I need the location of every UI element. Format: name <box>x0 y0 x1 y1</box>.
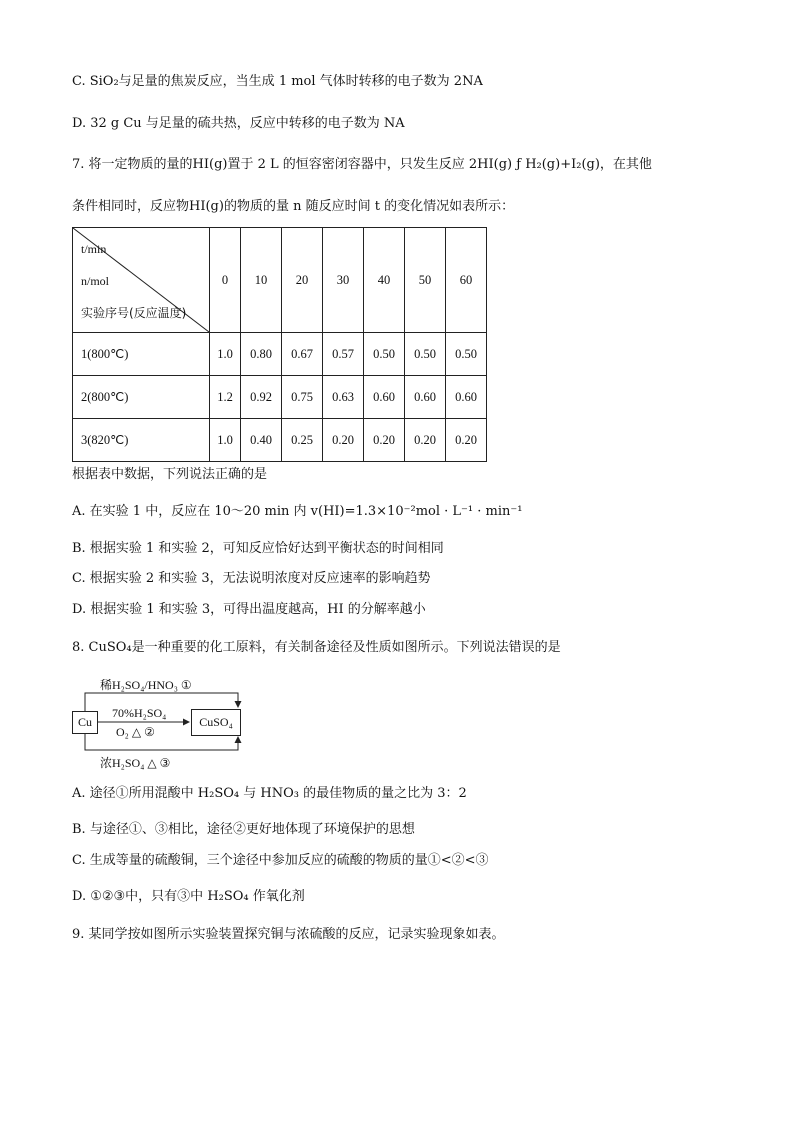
q8-option-c: C. 生成等量的硫酸铜，三个途径中参加反应的硫酸的物质的量①<②<③ <box>72 853 489 868</box>
time-header: 10 <box>241 228 282 333</box>
table-cell: 0.60 <box>405 376 446 419</box>
table-cell: 0.60 <box>446 376 487 419</box>
q7-option-c: C. 根据实验 2 和实验 3，无法说明浓度对反应速率的影响趋势 <box>72 571 431 586</box>
q9-stem: 9. 某同学按如图所示实验装置探究铜与浓硫酸的反应，记录实验现象如表。 <box>72 927 505 942</box>
q7-option-d: D. 根据实验 1 和实验 3，可得出温度越高，HI 的分解率越小 <box>72 602 426 617</box>
table-cell: 1.0 <box>210 419 241 462</box>
q8-stem: 8. CuSO₄是一种重要的化工原料，有关制备途径及性质如图所示。下列说法错误的是 <box>72 640 561 655</box>
header-time-label: t/min <box>81 242 107 256</box>
route2-top-label: 70%H₂SO₄ <box>112 706 167 720</box>
table-cell: 0.75 <box>282 376 323 419</box>
time-header: 0 <box>210 228 241 333</box>
cuso4-box: CuSO₄ <box>191 709 241 736</box>
table-cell: 0.92 <box>241 376 282 419</box>
time-header: 30 <box>323 228 364 333</box>
q7-stem-line1: 7. 将一定物质的量的HI(g)置于 2 L 的恒容密闭容器中，只发生反应 2HI(g) ƒ H₂(g)+I₂(g)，在其他 <box>72 157 652 172</box>
table-cell: 0.57 <box>323 333 364 376</box>
cu-box: Cu <box>72 711 98 734</box>
time-header: 60 <box>446 228 487 333</box>
table-cell: 0.25 <box>282 419 323 462</box>
row-label: 2(800℃) <box>73 376 210 419</box>
row-label: 1(800℃) <box>73 333 210 376</box>
table-row <box>73 376 487 419</box>
table-cell: 0.20 <box>405 419 446 462</box>
header-amount-label: n/mol <box>81 274 110 288</box>
q6-option-d: D. 32 g Cu 与足量的硫共热，反应中转移的电子数为 NA <box>72 116 405 131</box>
table-header-diagonal-cell <box>73 228 210 333</box>
q7-option-b: B. 根据实验 1 和实验 2，可知反应恰好达到平衡状态的时间相同 <box>72 541 444 556</box>
cuso4-preparation-diagram <box>72 674 252 774</box>
table-cell: 0.50 <box>364 333 405 376</box>
table-row <box>73 419 487 462</box>
q7-stem-line2: 条件相同时，反应物HI(g)的物质的量 n 随反应时间 t 的变化情况如表所示： <box>72 199 515 214</box>
q8-option-d: D. ①②③中，只有③中 H₂SO₄ 作氧化剂 <box>72 889 305 904</box>
table-cell: 0.60 <box>364 376 405 419</box>
table-cell: 0.63 <box>323 376 364 419</box>
table-cell: 0.50 <box>446 333 487 376</box>
table-cell: 0.20 <box>323 419 364 462</box>
header-experiment-label: 实验序号(反应温度) <box>81 306 187 320</box>
table-cell: 0.67 <box>282 333 323 376</box>
table-cell: 0.20 <box>364 419 405 462</box>
table-cell: 0.80 <box>241 333 282 376</box>
route1-label: 稀H₂SO₄/HNO₃ ① <box>100 678 192 692</box>
q7-option-a: A. 在实验 1 中，反应在 10～20 min 内 v(HI)=1.3×10⁻²mol · L⁻¹ · min⁻¹ <box>72 504 523 519</box>
route2-bottom-label: O₂ △ ② <box>116 725 155 739</box>
q8-option-b: B. 与途径①、③相比，途径②更好地体现了环境保护的思想 <box>72 822 415 837</box>
q8-option-a: A. 途径①所用混酸中 H₂SO₄ 与 HNO₃ 的最佳物质的量之比为 3：2 <box>72 786 467 801</box>
table-cell: 1.0 <box>210 333 241 376</box>
table-row <box>73 333 487 376</box>
route3-label: 浓H₂SO₄ △ ③ <box>100 756 171 770</box>
q6-option-c: C. SiO₂与足量的焦炭反应，当生成 1 mol 气体时转移的电子数为 2NA <box>72 74 483 89</box>
table-cell: 0.40 <box>241 419 282 462</box>
q7-question: 根据表中数据，下列说法正确的是 <box>72 467 268 482</box>
table-cell: 1.2 <box>210 376 241 419</box>
time-header: 50 <box>405 228 446 333</box>
table-cell: 0.50 <box>405 333 446 376</box>
time-header: 20 <box>282 228 323 333</box>
time-header: 40 <box>364 228 405 333</box>
q7-data-table <box>72 227 487 462</box>
row-label: 3(820℃) <box>73 419 210 462</box>
table-cell: 0.20 <box>446 419 487 462</box>
